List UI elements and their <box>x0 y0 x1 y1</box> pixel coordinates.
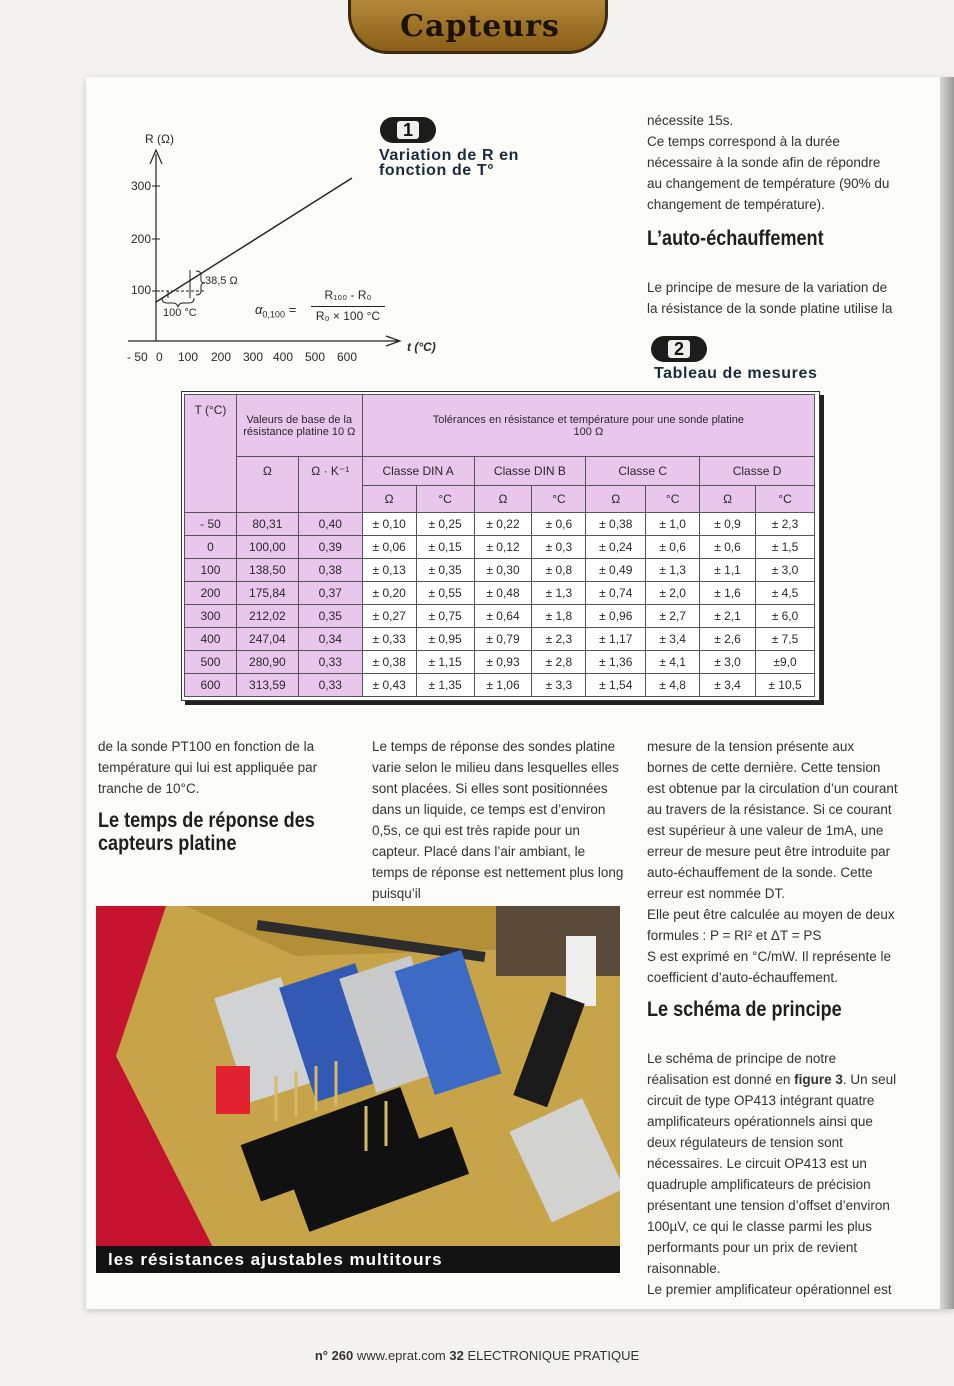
table-cell: ± 0,6 <box>532 513 586 536</box>
table-cell: ±9,0 <box>756 651 815 674</box>
table-header-tolerances: Tolérances en résistance et température pour une sonde platine 100 Ω <box>362 395 814 457</box>
figure1-x-tick: 400 <box>273 350 294 364</box>
table-cell-temperature: 500 <box>185 651 237 674</box>
table-cell: 212,02 <box>236 605 298 628</box>
table-cell: ± 1,3 <box>646 559 700 582</box>
footer-magazine: ELECTRONIQUE PRATIQUE <box>467 1348 640 1363</box>
table-cell: ± 6,0 <box>756 605 815 628</box>
table-cell: ± 1,54 <box>586 674 646 697</box>
col3-paragraph: mesure de la tension présente aux bornes de cette dernière. Cette tension est obtenue par la circulation d’un courant au travers de la résistance. Si ce courant est supérieur à une valeur de 1mA, une erreur de mesure peut être introduite par auto-échauffement de la sonde. Cette erreur est nommée DT. Elle peut être calculée au moyen de deux formules : P = RI² et ΔT = PS S est exprimé en °C/mW. Il représente le coefficient d’auto-échauffement. <box>647 739 898 985</box>
table-row <box>185 513 815 536</box>
table-cell: ± 1,1 <box>700 559 756 582</box>
figure1-y-tick: 200 <box>131 232 152 246</box>
table-cell: ± 0,30 <box>474 559 532 582</box>
figure2-title: Tableau de mesures <box>654 365 818 382</box>
table-cell: ± 0,24 <box>586 536 646 559</box>
table-cell: ± 2,3 <box>532 628 586 651</box>
table-cell: ± 1,35 <box>416 674 474 697</box>
table-cell: ± 0,6 <box>700 536 756 559</box>
table-cell-temperature: 400 <box>185 628 237 651</box>
table-cell: ± 0,38 <box>586 513 646 536</box>
table-cell-temperature: 100 <box>185 559 237 582</box>
figure1-formula-fraction-bar <box>311 306 385 307</box>
right-top-paragraph-2: Le principe de mesure de la variation de la résistance de la sonde platine utilise la <box>647 280 893 316</box>
table-header-ohm: Ω <box>236 457 298 513</box>
figure1-y-tick: 100 <box>131 283 152 297</box>
figure1-x-tick: 300 <box>243 350 264 364</box>
table-header-temperature: T (°C) <box>185 395 237 513</box>
table-cell: ± 2,1 <box>700 605 756 628</box>
figure2-number-badge: 2 <box>651 336 707 362</box>
table-row <box>185 536 815 559</box>
table-cell: ± 2,6 <box>700 628 756 651</box>
col2-paragraph: Le temps de réponse des sondes platine varie selon le milieu dans lesquelles elles sont placées. Si elles sont positionnées dans un liquide, ce temps est d’environ 0,5s, ce qui est très rapide pour un capteur. Placé dans l’air ambiant, le temps de réponse est nettement plus long puisqu’il <box>372 739 624 901</box>
col1-paragraph: de la sonde PT100 en fonction de la température qui lui est appliquée par tranche de 10°C. <box>98 739 318 796</box>
measurement-table-frame <box>181 391 820 701</box>
table-row <box>185 582 815 605</box>
footer-issue: n° 260 <box>314 1348 354 1363</box>
table-cell: ± 2,3 <box>756 513 815 536</box>
figure1-y-tick: 300 <box>131 179 152 193</box>
figure1-y-label: R (Ω) <box>145 132 174 146</box>
table-cell-temperature: 0 <box>185 536 237 559</box>
table-row <box>185 559 815 582</box>
table-cell: ± 0,75 <box>416 605 474 628</box>
table-cell: ± 0,38 <box>362 651 416 674</box>
figure1-formula-numerator: R₁₀₀ - R₀ <box>324 288 372 302</box>
table-cell: ± 1,8 <box>532 605 586 628</box>
table-cell: ± 1,15 <box>416 651 474 674</box>
table-cell: ± 1,6 <box>700 582 756 605</box>
table-cell: ± 0,55 <box>416 582 474 605</box>
table-cell: ± 0,64 <box>474 605 532 628</box>
figure1-step-annotation: 100 °C <box>163 307 197 319</box>
footer-site: www.eprat.com <box>356 1348 446 1363</box>
table-cell: ± 0,93 <box>474 651 532 674</box>
photo-caption: les résistances ajustables multitours <box>96 1246 620 1273</box>
table-cell: ± 0,3 <box>532 536 586 559</box>
table-cell-temperature: 600 <box>185 674 237 697</box>
table-cell: ± 0,33 <box>362 628 416 651</box>
table-cell: ± 2,7 <box>646 605 700 628</box>
table-header-unit: Ω <box>586 486 646 513</box>
table-cell: ± 0,9 <box>700 513 756 536</box>
right-top-paragraph: nécessite 15s. Ce temps correspond à la durée nécessaire à la sonde afin de répondre au changement de température (90% du changement de température). <box>647 113 890 212</box>
table-cell: ± 1,5 <box>756 536 815 559</box>
table-cell: ± 0,27 <box>362 605 416 628</box>
table-cell: 0,33 <box>298 674 362 697</box>
table-cell: 100,00 <box>236 536 298 559</box>
table-cell: 0,34 <box>298 628 362 651</box>
table-cell: ± 4,5 <box>756 582 815 605</box>
photo-circuit-board <box>96 906 620 1273</box>
table-cell: ± 0,10 <box>362 513 416 536</box>
table-cell: ± 10,5 <box>756 674 815 697</box>
table-cell: 0,39 <box>298 536 362 559</box>
table-cell: ± 1,0 <box>646 513 700 536</box>
table-cell: 138,50 <box>236 559 298 582</box>
table-cell: ± 2,8 <box>532 651 586 674</box>
table-cell: ± 0,20 <box>362 582 416 605</box>
figure1-title-line2: fonction de T° <box>379 162 495 179</box>
table-cell-temperature: 200 <box>185 582 237 605</box>
table-cell: ± 2,0 <box>646 582 700 605</box>
table-cell: ± 0,12 <box>474 536 532 559</box>
table-row <box>185 628 815 651</box>
table-cell: 0,37 <box>298 582 362 605</box>
page-edge <box>940 77 954 1309</box>
table-cell: ± 0,35 <box>416 559 474 582</box>
table-cell: ± 0,74 <box>586 582 646 605</box>
figure1-x-tick: 500 <box>305 350 326 364</box>
heading-auto-echauffement: L’auto-échauffement <box>647 227 824 250</box>
table-cell: 0,40 <box>298 513 362 536</box>
table-row <box>185 605 815 628</box>
photo-adjustable-resistors <box>96 906 620 1273</box>
table-header-unit: °C <box>646 486 700 513</box>
table-cell: ± 3,4 <box>700 674 756 697</box>
table-cell: ± 4,8 <box>646 674 700 697</box>
table-header-unit: °C <box>532 486 586 513</box>
table-header-class: Classe C <box>586 457 700 486</box>
table-header-class: Classe DIN A <box>362 457 474 486</box>
table-cell: ± 3,0 <box>700 651 756 674</box>
table-header-unit: °C <box>756 486 815 513</box>
table-header-base-values: Valeurs de base de la résistance platine 10 Ω <box>236 395 362 457</box>
table-cell: ± 4,1 <box>646 651 700 674</box>
table-cell: 280,90 <box>236 651 298 674</box>
figure1-x-tick: - 50 <box>127 350 148 364</box>
table-cell: ± 0,22 <box>474 513 532 536</box>
figure1-delta-annotation: 38,5 Ω <box>205 275 238 287</box>
table-cell: ± 3,0 <box>756 559 815 582</box>
col3-paragraph-2: Le schéma de principe de notre réalisation est donné en figure 3. Un seul circuit de type OP413 intégrant quatre amplificateurs opérationnels ainsi que deux régulateurs de tension sont nécessaires. Le circuit OP413 est un quadruple amplificateurs de précision présentant une tension d’offset d’environ 100µV, ce qui le classe parmi les plus performants pour un prix de revient raisonnable. Le premier amplificateur opérationnel est <box>647 1051 897 1297</box>
table-cell: ± 0,96 <box>586 605 646 628</box>
measurement-table <box>184 394 815 697</box>
table-row <box>185 674 815 697</box>
figure1-number-badge: 1 <box>380 117 436 143</box>
table-header-unit: Ω <box>362 486 416 513</box>
table-cell: 80,31 <box>236 513 298 536</box>
table-cell: ± 3,3 <box>532 674 586 697</box>
table-cell: ± 1,36 <box>586 651 646 674</box>
figure1-x-tick: 600 <box>337 350 358 364</box>
figure1-x-tick: 200 <box>211 350 232 364</box>
figure1-x-tick: 100 <box>178 350 199 364</box>
footer-page: 32 <box>449 1348 464 1363</box>
table-cell: ± 3,4 <box>646 628 700 651</box>
figure1-x-tick: 0 <box>156 350 163 364</box>
table-cell: ± 1,06 <box>474 674 532 697</box>
table-row <box>185 651 815 674</box>
table-cell: ± 0,43 <box>362 674 416 697</box>
table-cell: ± 0,25 <box>416 513 474 536</box>
table-header-class: Classe D <box>700 457 815 486</box>
section-banner-title: Capteurs <box>400 9 560 44</box>
table-cell: 247,04 <box>236 628 298 651</box>
table-cell: 0,35 <box>298 605 362 628</box>
table-cell: ± 0,13 <box>362 559 416 582</box>
table-cell-temperature: 300 <box>185 605 237 628</box>
table-cell-temperature: - 50 <box>185 513 237 536</box>
figure1-x-label: t (°C) <box>407 340 436 354</box>
table-cell: ± 0,49 <box>586 559 646 582</box>
table-header-unit: °C <box>416 486 474 513</box>
heading-temps-reponse: Le temps de réponse des capteurs platine <box>98 809 315 855</box>
figure1-title-line1: Variation de R en <box>379 147 520 164</box>
table-cell: ± 0,8 <box>532 559 586 582</box>
table-header-unit: Ω <box>700 486 756 513</box>
table-cell: 313,59 <box>236 674 298 697</box>
figure1-formula-alpha: $\alpha_{0,100}$ = <box>255 302 297 320</box>
table-cell: ± 0,06 <box>362 536 416 559</box>
table-cell: ± 1,17 <box>586 628 646 651</box>
table-cell: 0,33 <box>298 651 362 674</box>
table-cell: ± 1,3 <box>532 582 586 605</box>
table-cell: ± 7,5 <box>756 628 815 651</box>
table-cell: ± 0,79 <box>474 628 532 651</box>
footer <box>0 1348 954 1363</box>
table-cell: ± 0,48 <box>474 582 532 605</box>
table-header-ohm-per-k: Ω · K⁻¹ <box>298 457 362 513</box>
table-header-class: Classe DIN B <box>474 457 586 486</box>
table-header-unit: Ω <box>474 486 532 513</box>
heading-schema-principe: Le schéma de principe <box>647 998 842 1021</box>
table-cell: 175,84 <box>236 582 298 605</box>
table-cell: 0,38 <box>298 559 362 582</box>
table-cell: ± 0,6 <box>646 536 700 559</box>
table-cell: ± 0,95 <box>416 628 474 651</box>
figure1-formula-denominator: R₀ × 100 °C <box>315 309 381 323</box>
table-cell: ± 0,15 <box>416 536 474 559</box>
